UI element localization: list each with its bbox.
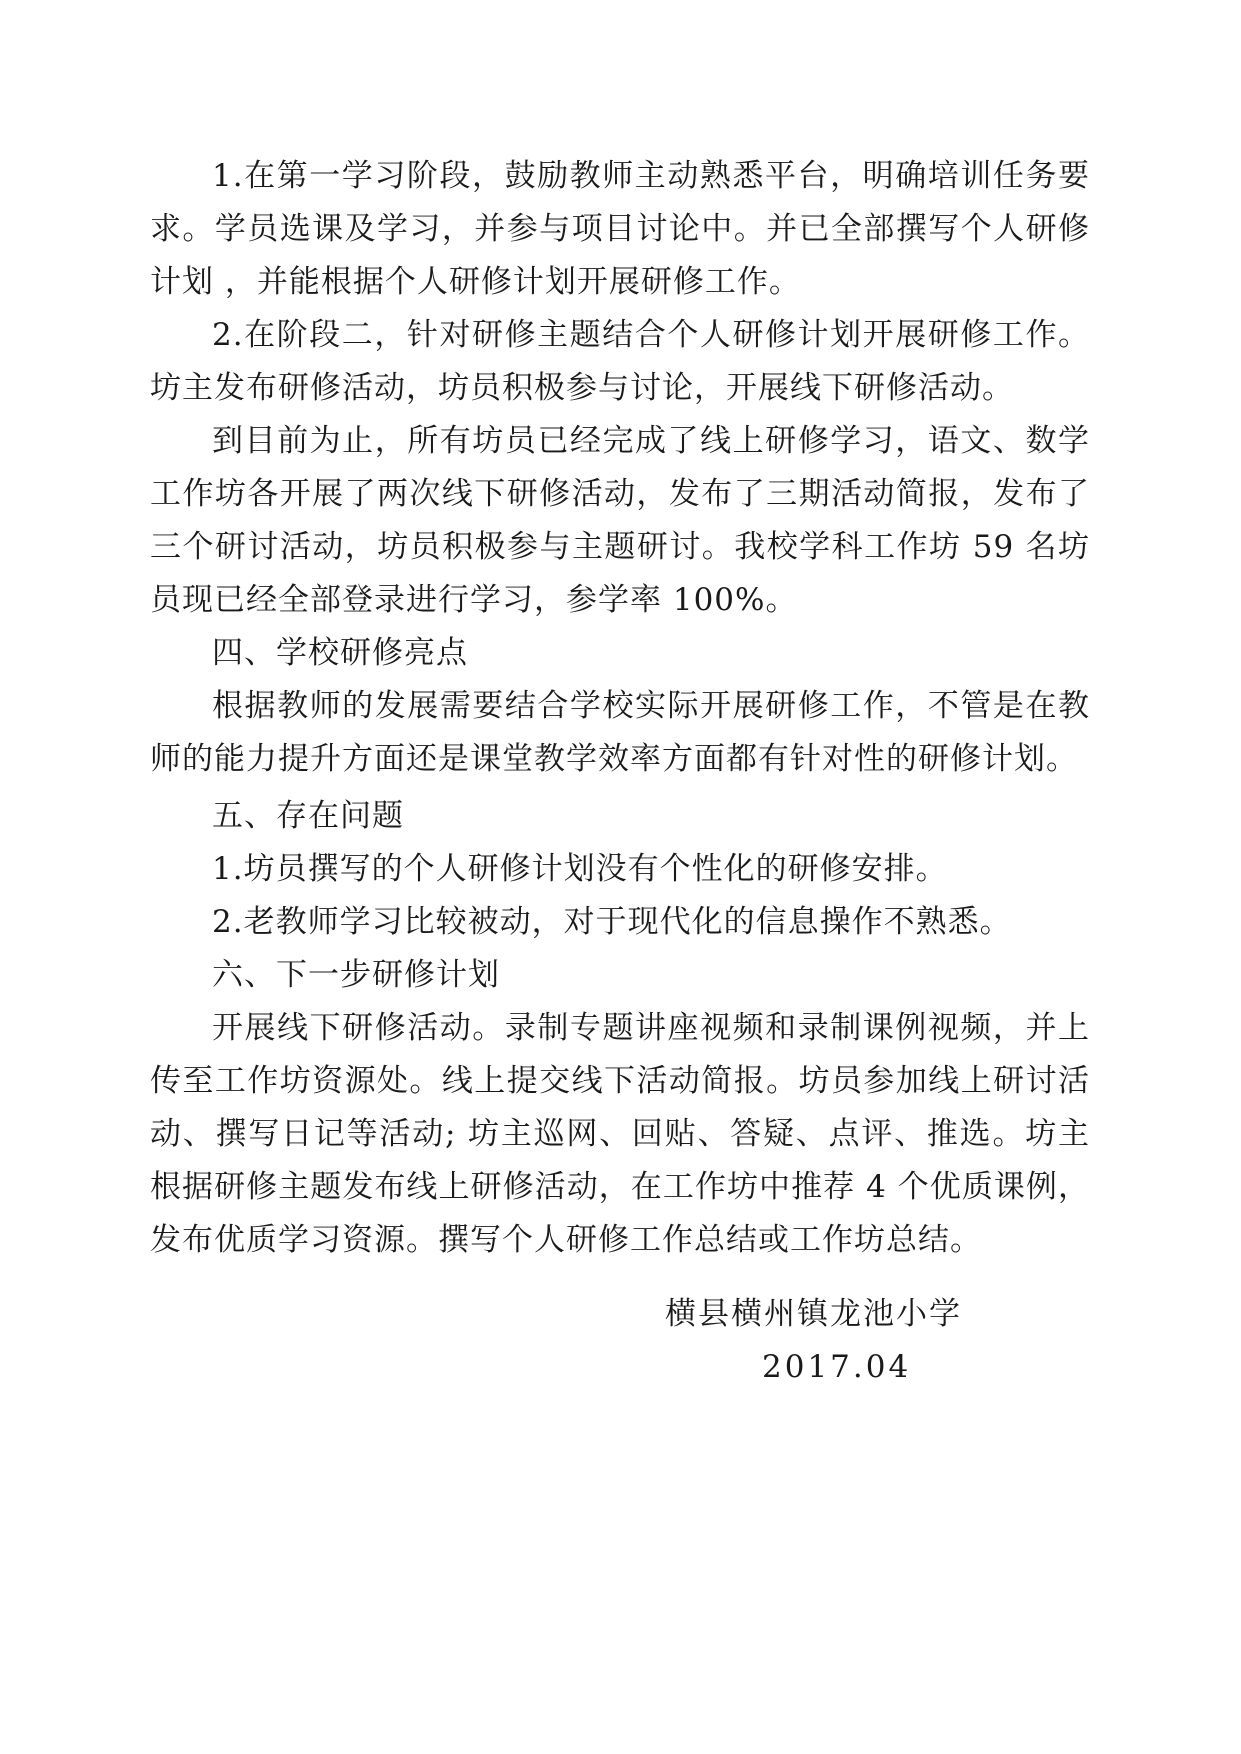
section-heading-highlights: 四、学校研修亮点 <box>212 635 468 671</box>
paragraph-problem-two: 2.老教师学习比较被动，对于现代化的信息操作不熟悉。 <box>212 904 1012 940</box>
paragraph-problem-one: 1.坊员撰写的个人研修计划没有个性化的研修安排。 <box>212 851 948 887</box>
paragraph-highlights: 根据教师的发展需要结合学校实际开展研修工作，不管是在教师的能力提升方面还是课堂教学效率方面都有针对性的研修计划。 <box>150 688 1090 777</box>
section-heading-problems: 五、存在问题 <box>212 798 404 834</box>
section-heading-next-plan: 六、下一步研修计划 <box>212 957 500 993</box>
paragraph-stage-two: 2.在阶段二，针对研修主题结合个人研修计划开展研修工作。坊主发布研修活动，坊员积极参与讨论，开展线下研修活动。 <box>150 317 1090 406</box>
signature-date: 2017.04 <box>762 1349 912 1385</box>
document-body <box>150 150 1090 1267</box>
paragraph-next-plan: 开展线下研修活动。录制专题讲座视频和录制课例视频，并上传至工作坊资源处。线上提交线下活动简报。坊员参加线上研讨活动、撰写日记等活动; 坊主巡网、回贴、答疑、点评、推选。坊主根据研修主题发布线上研修活动，在工作坊中推荐 4 个优质课例，发布优质学习资源。撰写个人研修工作总结或工作坊总结。 <box>150 1010 1090 1258</box>
signature-organization: 横县横州镇龙池小学 <box>665 1296 962 1332</box>
paragraph-stage-one: 1.在第一学习阶段，鼓励教师主动熟悉平台，明确培训任务要求。学员选课及学习，并参与项目讨论中。并已全部撰写个人研修计划 ，并能根据个人研修计划开展研修工作。 <box>150 158 1090 300</box>
paragraph-progress: 到目前为止，所有坊员已经完成了线上研修学习，语文、数学工作坊各开展了两次线下研修活动，发布了三期活动简报，发布了三个研讨活动，坊员积极参与主题研讨。我校学科工作坊 59 名坊员现已经全部登录进行学习，参学率 100%。 <box>150 423 1090 618</box>
